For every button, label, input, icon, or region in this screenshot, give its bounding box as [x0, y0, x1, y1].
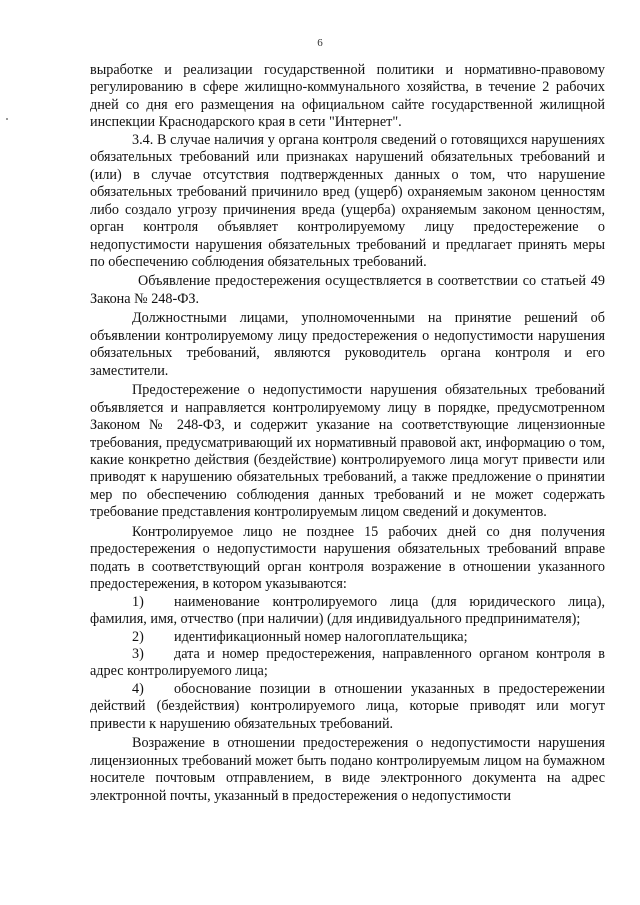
scan-mark — [6, 118, 8, 120]
list-item-number: 2) — [132, 628, 144, 645]
paragraph-announcement: Объявление предостережения осуществляется в соответствии со статьей 49 Закона № 248-ФЗ. — [90, 273, 605, 307]
paragraph-officials: Должностными лицами, уполномоченными на принятие решений об объявлении контролируемому лицу предостережения о недопустимости нарушения обязательных требований, являются руководитель органа контроля и его заместители. — [90, 310, 605, 379]
list-item-number: 4) — [132, 680, 144, 697]
list-item-text: обоснование позиции в отношении указанных в предостережении действий (бездействия) контролируемого лица, которые приводят или могут привести к нарушению обязательных требований. — [90, 680, 605, 732]
paragraph-1: выработке и реализации государственной политики и нормативно-правовому регулированию в сфере жилищно-коммунального хозяйства, в течение 2 рабочих дней со дня его размещения на официальном сайте государственной жилищной инспекции Краснодарского края в сети "Интернет". — [90, 62, 605, 131]
page-number: 6 — [317, 37, 323, 49]
list-item-text: дата и номер предостережения, направленного органом контроля в адрес контролируемого лица; — [90, 645, 605, 680]
list-item — [90, 629, 605, 646]
list-item — [90, 681, 605, 733]
list-item — [90, 594, 605, 629]
paragraph-section-3-4: 3.4. В случае наличия у органа контроля сведений о готовящихся нарушениях обязательных требований или признаках нарушений обязательных требований и (или) в случае отсутствия подтвержденных данных о том, что нарушение обязательных требований причинило вред (ущерб) охраняемым законом ценностям либо создало угрозу причинения вреда (ущерба) охраняемым законом ценностям, орган контроля объявляет контролируемому лицу предостережение о недопустимости нарушения обязательных требований и предлагает принять меры по обеспечению соблюдения обязательных требований. — [90, 131, 605, 270]
document-body — [90, 62, 605, 805]
paragraph-warning-content: Предостережение о недопустимости нарушения обязательных требований объявляется и направляется контролируемому лицу в порядке, предусмотренном Законом № 248-ФЗ, и содержит указание на соответствующие лицензионные требования, предусматривающий их нормативный правовой акт, информацию о том, какие конкретно действия (бездействие) контролируемого лица могут привести или приводят к нарушению обязательных требований, а также предложение о принятии мер по обеспечению соблюдения данных требований и не может содержать требование представления контролируемым лицом сведений и документов. — [90, 382, 605, 521]
list-item-number: 3) — [132, 645, 144, 662]
list-item-number: 1) — [132, 593, 144, 610]
paragraph-final: Возражение в отношении предостережения о недопустимости нарушения лицензионных требований может быть подано контролируемым лицом на бумажном носителе почтовым отправлением, в виде электронного документа на адрес электронной почты, указанный в предостережения о недопустимости — [90, 735, 605, 804]
list-item — [90, 646, 605, 681]
paragraph-objection: Контролируемое лицо не позднее 15 рабочих дней со дня получения предостережения о недопустимости нарушения обязательных требований вправе подать в соответствующий орган контроля возражение в отношении указанного предостережения, в котором указываются: — [90, 523, 605, 593]
list-item-text: наименование контролируемого лица (для юридического лица), фамилия, имя, отчество (при наличии) (для индивидуального предпринимателя); — [90, 593, 605, 628]
list-item-text: идентификационный номер налогоплательщика; — [174, 628, 468, 645]
